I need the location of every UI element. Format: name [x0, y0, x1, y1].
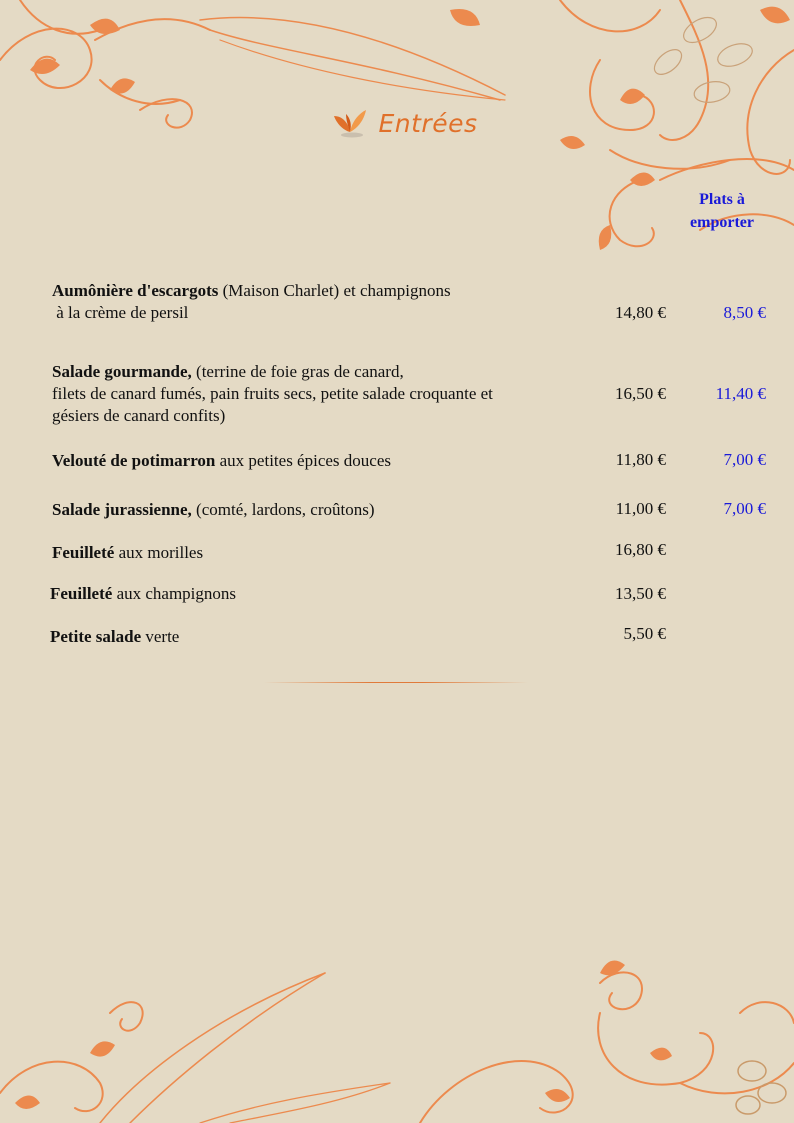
item-desc: (comté, lardons, croûtons) [191, 500, 375, 519]
item-name: Aumônière d'escargots [52, 281, 219, 300]
page-title: Entrées [378, 108, 478, 138]
menu-item [52, 450, 612, 472]
leaf-icon [332, 108, 368, 138]
menu-item [52, 361, 612, 427]
item-desc: gésiers de canard confits) [52, 406, 226, 425]
menu-item [52, 542, 612, 564]
item-price: 11,00 € [615, 499, 666, 518]
menu-item [52, 280, 612, 324]
item-name: Salade jurassienne, [52, 500, 192, 519]
item-price: 16,50 € [615, 384, 666, 403]
floral-ornament-bottom [0, 953, 794, 1123]
menu-item [50, 626, 610, 648]
item-price: 14,80 € [615, 303, 666, 322]
menu-title [0, 108, 794, 143]
item-takeaway-price: 11,40 € [715, 384, 766, 403]
item-name: Feuilleté [50, 584, 113, 603]
item-name: Feuilleté [52, 543, 115, 562]
item-desc: aux petites épices douces [215, 451, 391, 470]
item-desc: (terrine de foie gras de canard, [191, 362, 404, 381]
item-takeaway-price: 8,50 € [723, 303, 766, 322]
menu-item [52, 499, 612, 521]
takeaway-header: Plats à emporter [690, 191, 754, 231]
item-price: 16,80 € [615, 540, 666, 559]
item-desc: aux morilles [114, 543, 204, 562]
item-desc: à la crème de persil [52, 303, 189, 322]
item-price: 13,50 € [615, 584, 666, 603]
divider [264, 682, 528, 683]
menu-item [50, 583, 610, 605]
item-takeaway-price: 7,00 € [723, 499, 766, 518]
item-name: Salade gourmande, [52, 362, 192, 381]
item-desc: aux champignons [112, 584, 237, 603]
item-price: 11,80 € [615, 450, 666, 469]
item-name: Velouté de potimarron [52, 451, 216, 470]
item-desc: verte [141, 627, 180, 646]
item-takeaway-price: 7,00 € [723, 450, 766, 469]
item-name: Petite salade [50, 627, 142, 646]
item-desc: (Maison Charlet) et champignons [218, 281, 451, 300]
item-desc: filets de canard fumés, pain fruits secs, petite salade croquante et [52, 384, 493, 403]
item-price: 5,50 € [623, 624, 666, 643]
